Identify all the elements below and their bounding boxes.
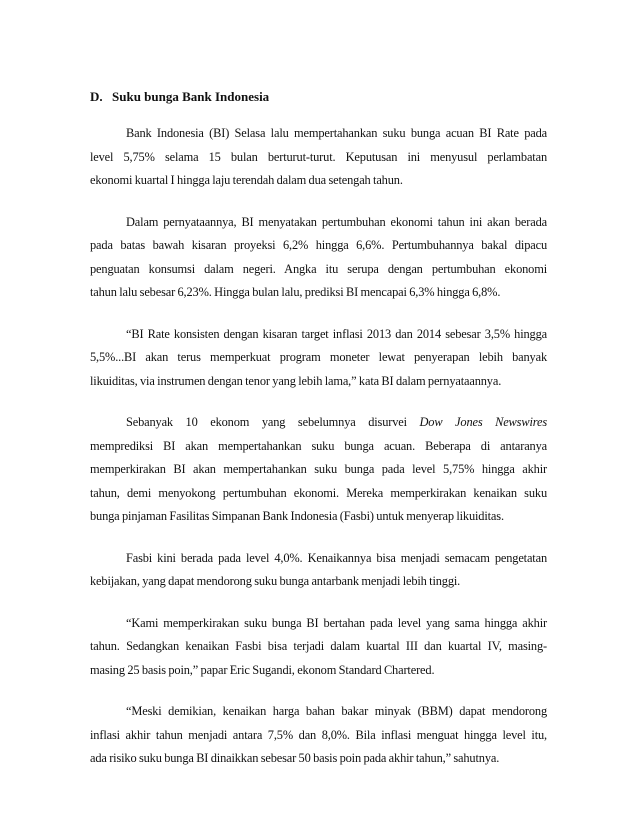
publication-name: Dow Jones Newswires: [419, 415, 547, 429]
text-line: ekonomi kuartal I hingga laju terendah dalam dua setengah tahun.: [90, 173, 403, 187]
text-line: inflasi akhir tahun menjadi antara 7,5% dan 8,0%. Bila inflasi menguat hingga level itu,: [90, 727, 547, 742]
text-line: ada risiko suku bunga BI dinaikkan sebesar 50 basis poin pada akhir tahun,” sahutnya.: [90, 751, 500, 765]
paragraph: [90, 700, 547, 771]
text-line: Dalam pernyataannya, BI menyatakan pertumbuhan ekonomi tahun ini akan berada: [126, 214, 547, 229]
paragraph: [90, 411, 547, 529]
paragraph: [90, 323, 547, 394]
text-line: memperkirakan BI akan mempertahankan suku bunga pada level 5,75% hingga akhir: [90, 462, 547, 476]
text-line: [90, 411, 547, 435]
document-body: [90, 122, 547, 789]
text-line: “Kami memperkirakan suku bunga BI bertahan pada level yang sama hingga akhir: [126, 615, 547, 630]
text-line: pada batas bawah kisaran proyeksi 6,2% hingga 6,6%. Pertumbuhannya bakal dipacu: [90, 238, 547, 252]
text-line: masing 25 basis poin,” papar Eric Sugandi, ekonom Standard Chartered.: [90, 662, 435, 677]
text-segment: Sebanyak 10 ekonom yang sebelumnya disurvei: [126, 415, 420, 429]
paragraph: [90, 122, 547, 193]
paragraph: [90, 547, 547, 594]
paragraph: [90, 612, 547, 683]
text-line: Fasbi kini berada pada level 4,0%. Kenaikannya bisa menjadi semacam pengetatan: [126, 550, 547, 565]
paragraph: [90, 211, 547, 305]
text-line: tahun, demi menyokong pertumbuhan ekonomi. Mereka memperkirakan kenaikan suku: [90, 485, 547, 500]
text-line: “Meski demikian, kenaikan harga bahan bakar minyak (BBM) dapat mendorong: [126, 704, 547, 718]
text-line: bunga pinjaman Fasilitas Simpanan Bank Indonesia (Fasbi) untuk menyerap likuiditas.: [90, 509, 504, 523]
text-line: penguatan konsumsi dalam negeri. Angka itu serupa dengan pertumbuhan ekonomi: [90, 261, 547, 276]
section-title: Suku bunga Bank Indonesia: [112, 89, 270, 104]
text-line: memprediksi BI akan mempertahankan suku bunga acuan. Beberapa di antaranya: [90, 438, 547, 453]
text-line: tahun lalu sebesar 6,23%. Hingga bulan lalu, prediksi BI mencapai 6,3% hingga 6,8%.: [90, 285, 501, 299]
text-line: kebijakan, yang dapat mendorong suku bunga antarbank menjadi lebih tinggi.: [90, 574, 461, 588]
text-line: tahun. Sedangkan kenaikan Fasbi bisa terjadi dalam kuartal III dan kuartal IV, masing-: [90, 639, 547, 653]
section-letter: D.: [90, 89, 103, 104]
text-line: level 5,75% selama 15 bulan berturut-turut. Keputusan ini menyusul perlambatan: [90, 149, 547, 164]
text-line: “BI Rate konsisten dengan kisaran target inflasi 2013 dan 2014 sebesar 3,5% hingga: [126, 326, 547, 341]
text-line: likuiditas, via instrumen dengan tenor yang lebih lama,” kata BI dalam pernyataannya.: [90, 373, 502, 388]
text-line: Bank Indonesia (BI) Selasa lalu mempertahankan suku bunga acuan BI Rate pada: [126, 126, 547, 140]
section-heading: [90, 88, 269, 106]
text-line: 5,5%...BI akan terus memperkuat program moneter lewat penyerapan lebih banyak: [90, 350, 547, 364]
